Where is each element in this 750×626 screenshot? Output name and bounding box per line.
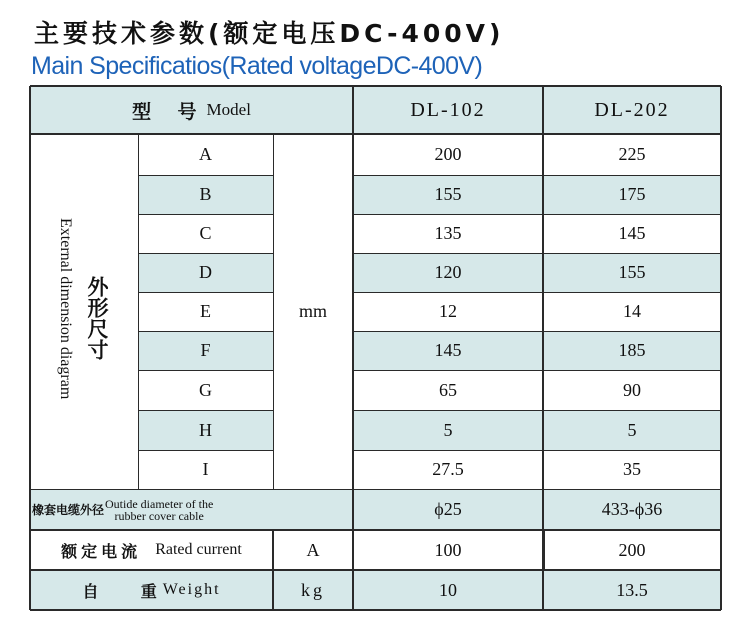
dim-label-a: A (138, 134, 273, 175)
dim-label-g: G (138, 370, 273, 410)
dim-label-h: H (138, 410, 273, 450)
header-dl202: DL-202 (543, 86, 721, 134)
table-rule (30, 489, 721, 490)
rated-current-dl102: 100 (353, 530, 543, 570)
dim-value-dl102: 155 (353, 175, 543, 214)
header-model-cn: 型 号 (132, 100, 197, 123)
table-rule (353, 214, 721, 215)
weight-dl202: 13.5 (543, 570, 721, 610)
table-rule (138, 410, 273, 411)
header-model-cell (30, 86, 353, 134)
table-rule (273, 134, 274, 489)
dim-label-c: C (138, 214, 273, 253)
cable-label-en-line1: Outide diameter of the (105, 496, 214, 511)
table-rule (353, 175, 721, 176)
dim-value-dl102: 200 (353, 134, 543, 175)
table-rule (138, 134, 139, 489)
table-rule (30, 85, 721, 87)
title-english: Main Specificatios(Rated voltageDC-400V) (31, 52, 483, 80)
weight-label (30, 570, 273, 610)
table-rule (138, 292, 273, 293)
dim-value-dl102: 145 (353, 331, 543, 370)
table-rule (138, 331, 273, 332)
dim-value-dl202: 185 (543, 331, 721, 370)
table-rule (30, 569, 721, 571)
dim-value-dl202: 5 (543, 410, 721, 450)
rated-current-label (30, 530, 273, 570)
weight-unit: kg (273, 570, 353, 610)
table-rule (138, 253, 273, 254)
external-dimension-cn: 外形尺寸 (85, 276, 109, 360)
weight-en: Weight (162, 581, 221, 598)
table-rule (138, 214, 273, 215)
dim-value-dl202: 145 (543, 214, 721, 253)
cable-value-dl202: 433-ϕ36 (543, 489, 721, 530)
table-rule (542, 530, 545, 570)
table-rule (352, 86, 354, 610)
table-rule (30, 609, 721, 611)
header-model-en: Model (206, 100, 251, 119)
table-rule (138, 175, 273, 176)
header-dl102: DL-102 (353, 86, 543, 134)
dim-label-e: E (138, 292, 273, 331)
table-rule (30, 133, 721, 135)
cable-label-cn: 橡套电缆外径 (32, 503, 105, 517)
rated-current-en: Rated current (155, 541, 242, 558)
rated-current-dl202: 200 (543, 530, 721, 570)
table-rule (353, 253, 721, 254)
dim-value-dl202: 225 (543, 134, 721, 175)
table-rule (353, 370, 721, 371)
cable-value-dl102: ϕ25 (353, 489, 543, 530)
cable-label-en-line2: rubber cover cable (114, 508, 204, 523)
table-rule (29, 86, 31, 610)
unit-mm: mm (273, 134, 353, 489)
title-chinese: 主要技术参数(额定电压DC-400V) (34, 19, 505, 48)
table-rule (272, 530, 274, 610)
dim-value-dl202: 155 (543, 253, 721, 292)
dim-value-dl202: 14 (543, 292, 721, 331)
cable-label-cell (30, 489, 353, 530)
table-rule (353, 292, 721, 293)
dim-label-i: I (138, 450, 273, 489)
table-rule (138, 450, 273, 451)
external-dimension-en: External dimension diagram (57, 218, 74, 400)
rated-current-unit: A (273, 530, 353, 570)
table-rule (30, 529, 721, 531)
dim-value-dl102: 65 (353, 370, 543, 410)
dim-value-dl202: 35 (543, 450, 721, 489)
weight-cn: 自 重 (82, 581, 161, 601)
dim-value-dl102: 135 (353, 214, 543, 253)
dim-label-b: B (138, 175, 273, 214)
table-rule (138, 370, 273, 371)
table-rule (353, 331, 721, 332)
table-rule (353, 410, 721, 411)
weight-dl102: 10 (353, 570, 543, 610)
dim-value-dl102: 27.5 (353, 450, 543, 489)
dim-value-dl202: 90 (543, 370, 721, 410)
dim-value-dl102: 12 (353, 292, 543, 331)
table-rule (720, 86, 722, 610)
dim-value-dl102: 5 (353, 410, 543, 450)
table-rule (353, 450, 721, 451)
dim-label-f: F (138, 331, 273, 370)
dim-label-d: D (138, 253, 273, 292)
dim-value-dl102: 120 (353, 253, 543, 292)
rated-current-cn: 额定电流 (61, 541, 142, 561)
dim-value-dl202: 175 (543, 175, 721, 214)
